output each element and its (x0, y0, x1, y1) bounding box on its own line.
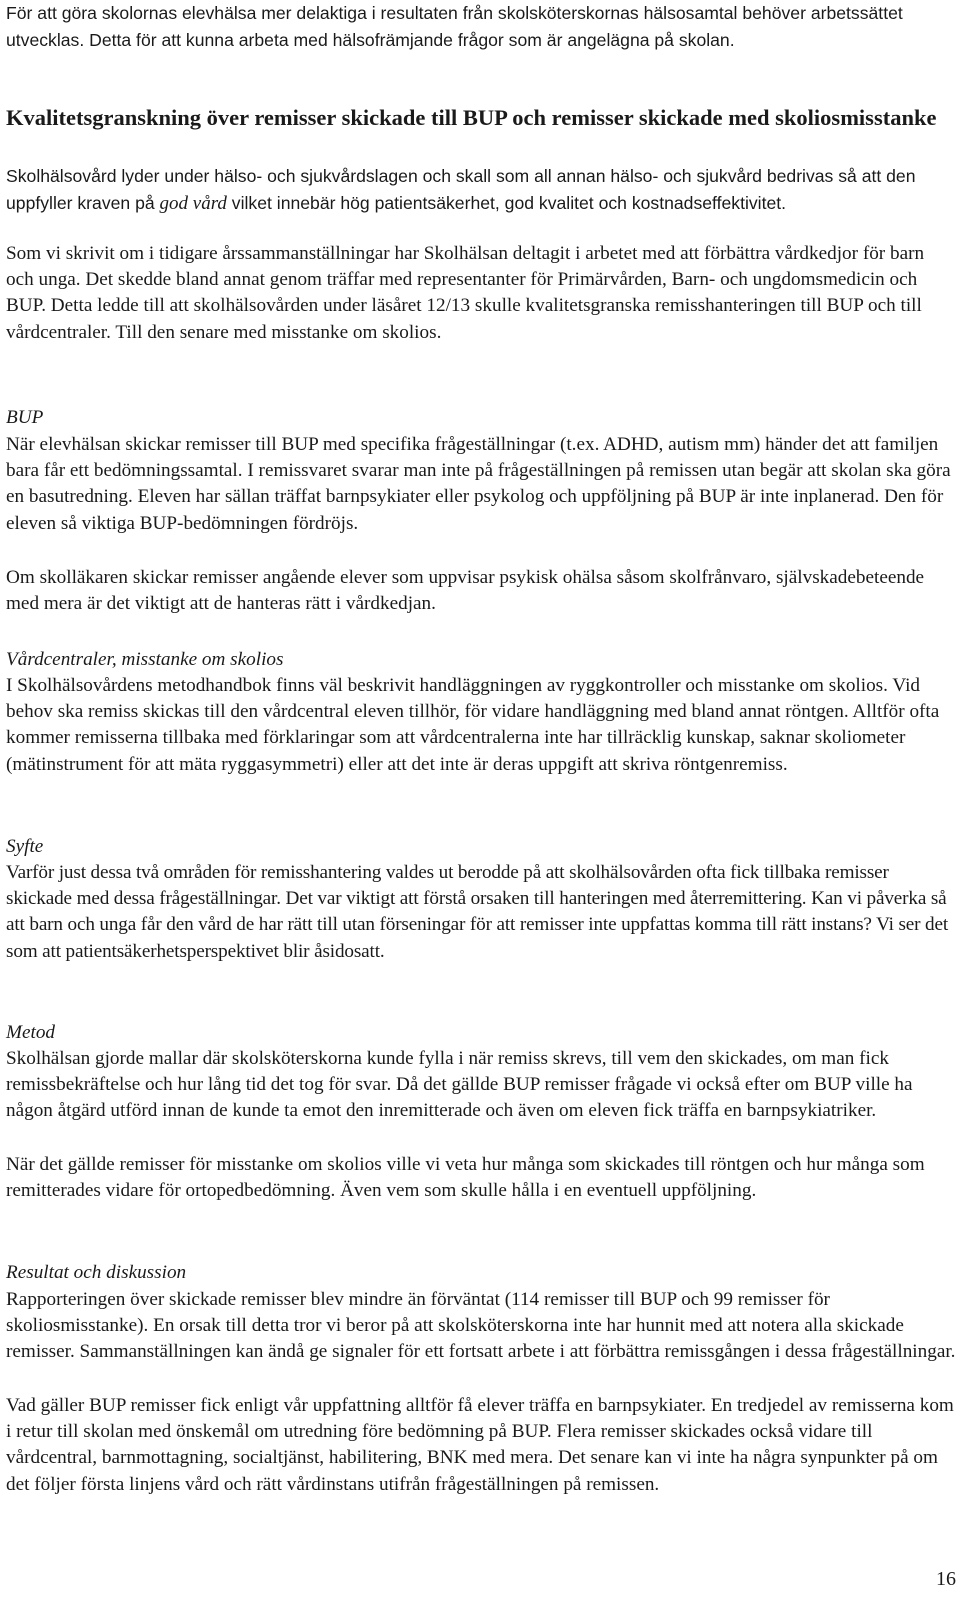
syfte-paragraph-1: Varför just dessa två områden för remisshantering valdes ut berodde på att skolhälsovården ofta fick tillbaka remisser skickade med dessa frågeställningar. Det var viktigt att förstå orsaken till hanteringen med återremittering. Kan vi påverka så att barn och unga får den vård de har rätt till utan förseningar för att remisser inte uppfattas komma till rätt instans? Vi ser det som att patientsäkerhetsperspektivet blir åsidosatt. (6, 862, 949, 962)
metod-paragraph-1: Skolhälsan gjorde mallar där skolsköterskorna kunde fylla i när remiss skrevs, till vem den skickades, om man fick remissbekräftelse och hur lång tid det tog för svar. Då det gällde BUP remisser frågade vi också efter om BUP ville ha någon åtgärd utförd innan de kunde ta emot den inremitterade och även om eleven fick träffa en barnpsykiatriker. (6, 1048, 913, 1122)
syfte-heading: Syfte (6, 836, 44, 857)
bup-paragraph-2: Om skolläkaren skickar remisser angående elever som uppvisar psykisk ohälsa såsom skolfrånvaro, självskadebeteende med mera är det viktigt att de hanteras rätt i vårdkedjan. (6, 567, 925, 615)
bup-heading: BUP (6, 407, 44, 428)
page-number: 16 (936, 1568, 956, 1590)
metod-heading: Metod (6, 1022, 56, 1043)
resultat-paragraph-1: Rapporteringen över skickade remisser blev mindre än förväntat (114 remisser till BUP och 99 remisser för skoliosmisstanke). En orsak till detta tror vi beror på att skolsköterskorna inte har hunnit med att notera alla skickade remisser. Sammanställningen kan ändå ge signaler för ett fortsatt arbete i att förbättra remissgången i dessa frågeställningar. (6, 1289, 956, 1363)
resultat-heading: Resultat och diskussion (6, 1262, 187, 1283)
bup-paragraph-1: När elevhälsan skickar remisser till BUP med specifika frågeställningar (t.ex. ADHD, autism mm) händer det att familjen bara får ett bedömningssamtal. I remissvaret svarar man inte på frågeställningen på remissen utan begär att skolan ska göra en basutredning. Eleven har sällan träffat barnpsykiater eller psykolog och uppföljning på BUP är inte inplanerad. Den för eleven så viktiga BUP-bedömningen fördröjs. (6, 434, 951, 534)
section-title: Kvalitetsgranskning över remisser skickade till BUP och remisser skickade med skoliosmisstanke (6, 105, 937, 130)
overview-text-before: Skolhälsovård lyder under hälso- och sjukvårdslagen och skall som all annan hälso- och sjukvård bedrivas så att den uppfyller kraven på (6, 166, 916, 213)
resultat-paragraph-2: Vad gäller BUP remisser fick enligt vår uppfattning alltför få elever träffa en barnpsykiater. En tredjedel av remisserna kom i retur till skolan med önskemål om utredning före bedömning på BUP. Flera remisser skickades också vidare till vårdcentral, barnmottagning, socialtjänst, habilitering, BNK med mera. Det senare kan vi inte ha några synpunkter på om det följer första linjens vård och rätt vårdinstans utifrån frågeställningen på remissen. (6, 1395, 954, 1495)
overview-paragraph-2: Som vi skrivit om i tidigare årssammanställningar har Skolhälsan deltagit i arbetet med att förbättra vårdkedjor för barn och unga. Det skedde bland annat genom träffar med representanter för Primärvården, Barn- och ungdomsmedicin och BUP. Detta ledde till att skolhälsovården under läsåret 12/13 skulle kvalitetsgranska remisshanteringen till BUP och till vårdcentraler. Till den senare med misstanke om skolios. (6, 243, 925, 343)
vardcentraler-heading: Vårdcentraler, misstanke om skolios (6, 649, 284, 670)
overview-text-after: vilket innebär hög patientsäkerhet, god kvalitet och kostnadseffektivitet. (226, 192, 787, 213)
vardcentraler-paragraph-1: I Skolhälsovårdens metodhandbok finns väl beskrivit handläggningen av ryggkontroller och misstanke om skolios. Vid behov ska remiss skickas till den vårdcentral eleven tillhör, för vidare handläggning med bland annat röntgen. Alltför ofta kommer remisserna tillbaka med förklaringar som att vårdcentralerna inte har tillräcklig kunskap, saknar skoliometer (mätinstrument för att mäta ryggasymmetri) eller att det inte är deras uppgift att skriva röntgenremiss. (6, 675, 940, 775)
overview-paragraph-1 (6, 163, 956, 217)
overview-emphasis: god vård (159, 192, 227, 214)
metod-paragraph-2: När det gällde remisser för misstanke om skolios ville vi veta hur många som skickades till röntgen och hur många som remitterades vidare för ortopedbedömning. Även vem som skulle hålla i en eventuell uppföljning. (6, 1154, 925, 1202)
intro-paragraph: För att göra skolornas elevhälsa mer delaktiga i resultaten från skolsköterskornas hälsosamtal behöver arbetssättet utvecklas. Detta för att kunna arbeta med hälsofrämjande frågor som är angelägna på skolan. (6, 3, 903, 50)
